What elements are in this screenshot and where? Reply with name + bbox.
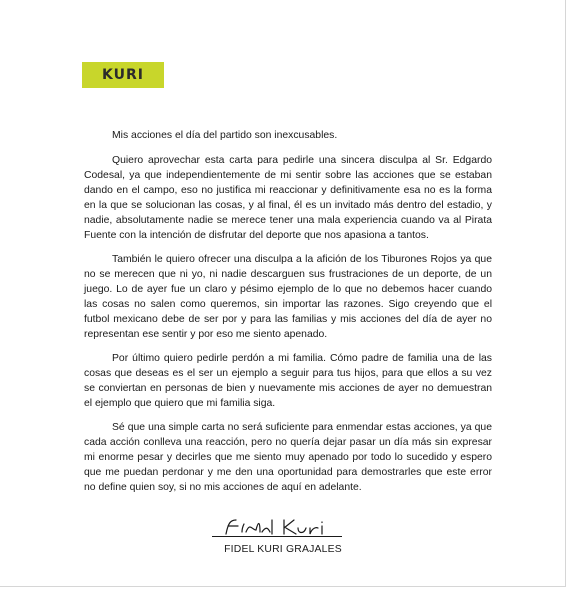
letter-paragraph: Sé que una simple carta no será suficiente para enmendar estas acciones, ya que cada acción conlleva una reacción, pero no quería dejar pasar un día más sin expresar mi enorme pesar y decirles que me siento muy apenado por todo lo sucedido y espero que me puedan perdonar y me den una oportunidad para demostrarles que este error no define quien soy, si no mis acciones de aquí en adelante. xyxy=(84,422,492,493)
signer-name: FIDEL KURI GRAJALES xyxy=(224,544,342,555)
letter-paragraph: También le quiero ofrecer una disculpa a la afición de los Tiburones Rojos ya que no se merecen que ni yo, ni nadie descarguen sus frustraciones de un deporte, de un juego. Lo de ayer fue un claro y pésimo ejemplo de lo que no debemos hacer cuando las cosas no salen como queremos, sin importar las razones. Sigo creyendo que el futbol mexicano debe de ser por y para las familias y mis acciones del día de ayer no representan ese sentir y por eso me siento apenado. xyxy=(84,254,492,340)
logo-text: KURI xyxy=(102,67,144,83)
handwritten-signature xyxy=(222,512,342,542)
signature-line xyxy=(212,536,342,537)
letter-paragraph: Mis acciones el día del partido son inexcusables. xyxy=(112,130,338,141)
letter-body xyxy=(84,128,492,504)
letter-paragraph: Quiero aprovechar esta carta para pedirle una sincera disculpa al Sr. Edgardo Codesal, ya que independientemente de mi sentir sobre las acciones que se estaban dando en el campo, eso no justifica mi reaccionar y definitivamente esa no es la forma en la que se solucionan las cosas, y al final, él es un invitado más dentro del estadio, y nadie, absolutamente nadie se merece tener una mala experiencia cuando va al Pirata Fuente con la intención de disfrutar del deporte que nos apasiona a tantos. xyxy=(84,155,492,241)
kuri-logo xyxy=(82,62,164,88)
letter-paragraph: Por último quiero pedirle perdón a mi familia. Cómo padre de familia una de las cosas que deseas es el ser un ejemplo a seguir para tus hijos, para que ellos a su vez se conviertan en personas de bien y nuevamente mis acciones de ayer no demuestran el ejemplo que quiero que mi familia siga. xyxy=(84,353,492,409)
